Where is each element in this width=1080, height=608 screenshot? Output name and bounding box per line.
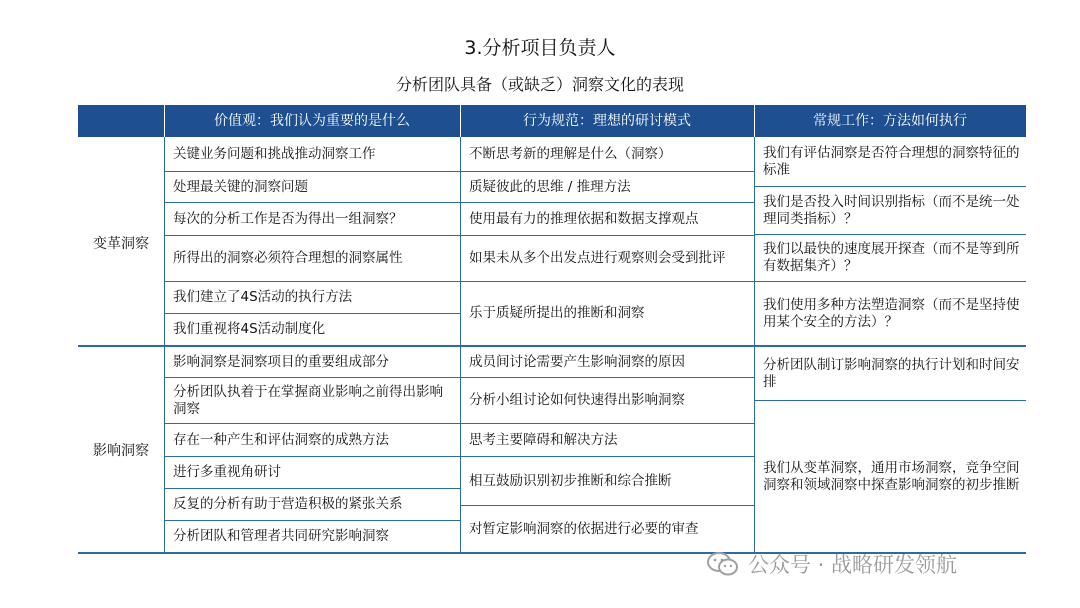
behaviors-cell: 如果未从多个出发点进行观察则会受到批评 <box>469 250 726 266</box>
values-cell: 反复的分析有助于营造积极的紧张关系 <box>173 496 403 512</box>
wechat-icon <box>706 551 740 577</box>
watermark <box>706 548 957 580</box>
values-cell: 关键业务问题和挑战推动洞察工作 <box>173 146 376 162</box>
routines-cell: 我们是否投入时间识别指标（而不是统一处理同类指标）？ <box>763 193 1020 227</box>
routines-cell: 我们从变革洞察，通用市场洞察，竞争空间洞察和领域洞察中探查影响洞察的初步推断 <box>763 459 1020 493</box>
values-cell: 分析团队执着于在掌握商业影响之前得出影响洞察 <box>173 383 443 417</box>
values-cell: 我们重视将4S活动制度化 <box>173 321 326 337</box>
behaviors-cell: 分析小组讨论如何快速得出影响洞察 <box>469 392 685 408</box>
values-cell: 进行多重视角研讨 <box>173 464 281 480</box>
values-cell: 我们建立了4S活动的执行方法 <box>173 289 353 305</box>
header-behaviors: 行为规范：理想的研讨模式 <box>523 113 691 129</box>
behaviors-cell: 乐于质疑所提出的推断和洞察 <box>469 305 645 321</box>
behaviors-cell: 对暂定影响洞察的依据进行必要的审查 <box>469 520 699 537</box>
values-cell: 分析团队和管理者共同研究影响洞察 <box>173 528 389 544</box>
values-cell: 所得出的洞察必须符合理想的洞察属性 <box>173 250 403 266</box>
values-cell: 处理最关键的洞察问题 <box>173 178 308 195</box>
table-title: 分析团队具备（或缺乏）洞察文化的表现 <box>395 75 684 94</box>
header-routines: 常规工作：方法如何执行 <box>813 113 967 129</box>
behaviors-cell: 相互鼓励识别初步推断和综合推断 <box>469 472 672 489</box>
routines-cell: 分析团队制订影响洞察的执行计划和时间安排 <box>763 356 1020 390</box>
values-cell: 存在一种产生和评估洞察的成熟方法 <box>173 431 389 448</box>
values-cell: 每次的分析工作是否为得出一组洞察？ <box>173 210 403 227</box>
header-values: 价值观：我们认为重要的是什么 <box>214 113 410 129</box>
routines-cell: 我们有评估洞察是否符合理想的洞察特征的标准 <box>763 145 1020 178</box>
group-label-change: 变革洞察 <box>93 236 149 252</box>
watermark-text: 公众号 · 战略研发领航 <box>748 553 958 577</box>
behaviors-cell: 思考主要障碍和解决方法 <box>469 431 618 448</box>
routines-cell: 我们使用多种方法塑造洞察（而不是坚持使用某个安全的方法）？ <box>763 296 1020 330</box>
group-label-impact: 影响洞察 <box>93 443 149 459</box>
behaviors-cell: 不断思考新的理解是什么（洞察） <box>469 146 672 162</box>
behaviors-cell: 使用最有力的推理依据和数据支撑观点 <box>469 210 699 227</box>
behaviors-cell: 质疑彼此的思维 / 推理方法 <box>469 178 631 195</box>
values-cell: 影响洞察是洞察项目的重要组成部分 <box>173 353 389 370</box>
behaviors-cell: 成员间讨论需要产生影响洞察的原因 <box>469 353 685 370</box>
table-header <box>78 105 1026 137</box>
page-title: 3.分析项目负责人 <box>464 37 616 59</box>
routines-cell: 我们以最快的速度展开探查（而不是等到所有数据集齐）？ <box>763 241 1020 274</box>
